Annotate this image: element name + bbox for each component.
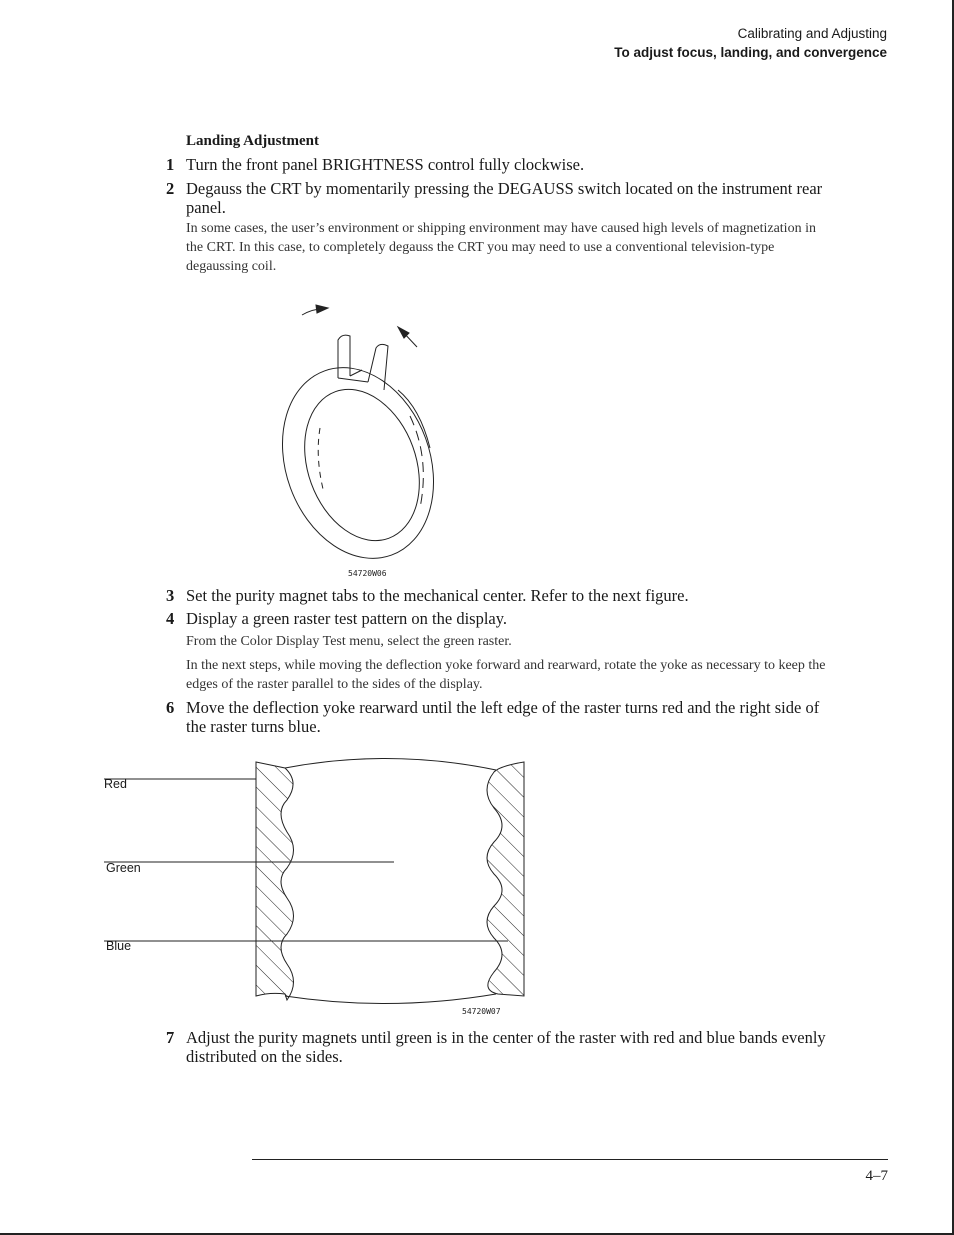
chapter-title: Calibrating and Adjusting xyxy=(737,26,887,41)
purity-magnet-drawing xyxy=(280,298,450,580)
figure-id-label: 54720W06 xyxy=(348,569,387,578)
raster-figure xyxy=(100,750,540,1020)
figure-id-label: 54720W07 xyxy=(462,1007,501,1016)
note-degauss: In some cases, the user’s environment or shipping environment may have caused high levels of magnetization in the CRT. In this case, to completely degauss the CRT you may need to use a conventional television-type degaussing coil. xyxy=(186,221,816,274)
step-text: Set the purity magnet tabs to the mechanical center. Refer to the next figure. xyxy=(186,586,689,605)
step-number: 6 xyxy=(166,698,175,717)
section-title-header: To adjust focus, landing, and convergence xyxy=(614,45,887,60)
step-text: Degauss the CRT by momentarily pressing the DEGAUSS switch located on the instrument rear panel. xyxy=(186,179,823,217)
blue-band-label: Blue xyxy=(106,939,132,953)
step-number: 4 xyxy=(166,609,175,628)
step-text: Display a green raster test pattern on the display. xyxy=(186,609,508,628)
step-number: 1 xyxy=(166,155,175,174)
step-text: Move the deflection yoke rearward until the left edge of the raster turns red and the right side of the raster turns blue. xyxy=(186,698,820,736)
raster-drawing xyxy=(100,750,540,1020)
green-band-label: Green xyxy=(106,861,141,875)
footer-rule xyxy=(252,1159,888,1160)
note-green-raster: From the Color Display Test menu, select the green raster. xyxy=(186,634,512,649)
purity-magnet-figure xyxy=(280,298,450,580)
step-number: 3 xyxy=(166,586,175,605)
red-band-label: Red xyxy=(104,777,127,791)
running-header xyxy=(614,24,887,62)
step-number: 7 xyxy=(166,1028,175,1047)
section-heading: Landing Adjustment xyxy=(186,133,319,149)
step-number: 2 xyxy=(166,179,175,198)
step-text: Turn the front panel BRIGHTNESS control fully clockwise. xyxy=(186,155,585,174)
note-yoke-rotation: In the next steps, while moving the deflection yoke forward and rearward, rotate the yoke as necessary to keep the edges of the raster parallel to the sides of the display. xyxy=(186,658,826,692)
page-number: 4–7 xyxy=(865,1168,888,1184)
step-text: Adjust the purity magnets until green is in the center of the raster with red and blue bands evenly distributed on the sides. xyxy=(186,1028,826,1066)
